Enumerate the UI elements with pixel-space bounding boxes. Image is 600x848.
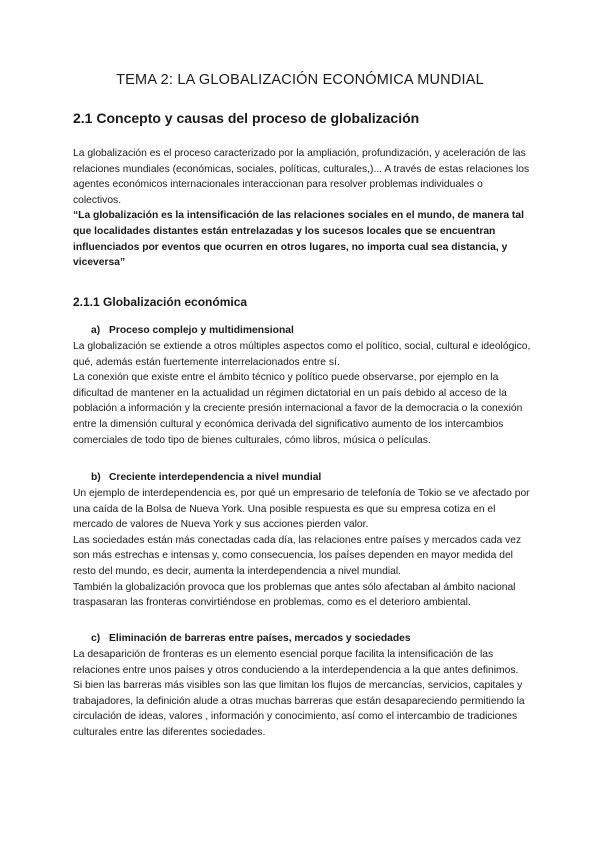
item-c-paragraph-1: La desaparición de fronteras es un elemento esencial porque facilita la intensificación de las relaciones entre unos países y otros conduciendo a la interdependencia a la que antes definimos. xyxy=(73,649,519,676)
item-b-paragraph-2: Las sociedades están más conectadas cada día, las relaciones entre países y mercados cada vez son más estrechas e intensas y, como consecuencia, los países dependen en mayor medida del resto del mundo, es decir, aumenta la interdependencia a nivel mundial. xyxy=(73,534,522,577)
item-c-body xyxy=(73,647,533,741)
subsection-heading: 2.1.1 Globalización económica xyxy=(73,295,248,309)
section-intro-block xyxy=(73,146,533,271)
item-b-title: Creciente interdependencia a nivel mundial xyxy=(109,472,322,483)
item-b-marker: b) xyxy=(91,472,101,483)
item-a-heading xyxy=(91,325,294,336)
item-a-paragraph-2: La conexión que existe entre el ámbito técnico y político puede observarse, por ejemplo en la dificultad de mantener en la actualidad un régimen dictatorial en un país debido al acceso de la población a información y la creciente presión internacional a favor de la democracia o la conexión entre la dimensión cultural y económica derivada del significativo aumento de los intercambios comerciales de todo tipo de bienes culturales, cómo libros, música o películas. xyxy=(73,372,523,446)
item-b-body xyxy=(73,486,533,611)
item-b-paragraph-1: Un ejemplo de interdependencia es, por qué un empresario de telefonía de Tokio se ve afectado por una caída de la Bolsa de Nueva York. Una posible respuesta es que su empresa cotiza en el mercado de valores de Nueva York y sus acciones pierden valor. xyxy=(73,488,530,531)
item-a-marker: a) xyxy=(91,325,101,336)
item-a-title: Proceso complejo y multidimensional xyxy=(109,325,294,336)
definition-quote: “La globalización es la intensificación de las relaciones sociales en el mundo, de manera tal que localidades distantes están entrelazadas y los sucesos locales que se encuentran influenciados por eventos que ocurren en otros lugares, no importa cual sea distancia, y viceversa” xyxy=(73,210,524,269)
item-b-heading xyxy=(91,472,321,483)
item-c-heading xyxy=(91,633,411,644)
item-c-marker: c) xyxy=(91,633,101,644)
item-c-title: Eliminación de barreras entre países, mercados y sociedades xyxy=(109,633,411,644)
intro-paragraph: La globalización es el proceso caracterizado por la ampliación, profundización, y aceleración de las relaciones mundiales (económicas, sociales, políticas, culturales,)... A través de estas relaciones los agentes económicos internacionales interaccionan para resolver problemas individuales o colectivos. xyxy=(73,148,530,206)
item-a-paragraph-1: La globalización se extiende a otros múltiples aspectos como el político, social, cultural e ideológico, qué, además están fuertemente interrelacionados entre sí. xyxy=(73,341,531,368)
item-a-body xyxy=(73,339,533,448)
item-c-paragraph-2: Si bien las barreras más visibles son las que limitan los flujos de mercancías, servicios, capitales y trabajadores, la definición alude a otras muchas barreras que están desapareciendo permitiendo la circulación de ideas, valores , información y conocimiento, así como el intercambio de tradiciones culturales entre las diferentes sociedades. xyxy=(73,680,525,738)
item-b-paragraph-3: También la globalización provoca que los problemas que antes sólo afectaban al ámbito nacional traspasaran las fronteras convirtiéndose en problemas, como es el deterioro ambiental. xyxy=(73,581,516,609)
section-heading: 2.1 Concepto y causas del proceso de globalización xyxy=(73,110,420,126)
document-title: TEMA 2: LA GLOBALIZACIÓN ECONÓMICA MUNDIAL xyxy=(116,72,484,88)
